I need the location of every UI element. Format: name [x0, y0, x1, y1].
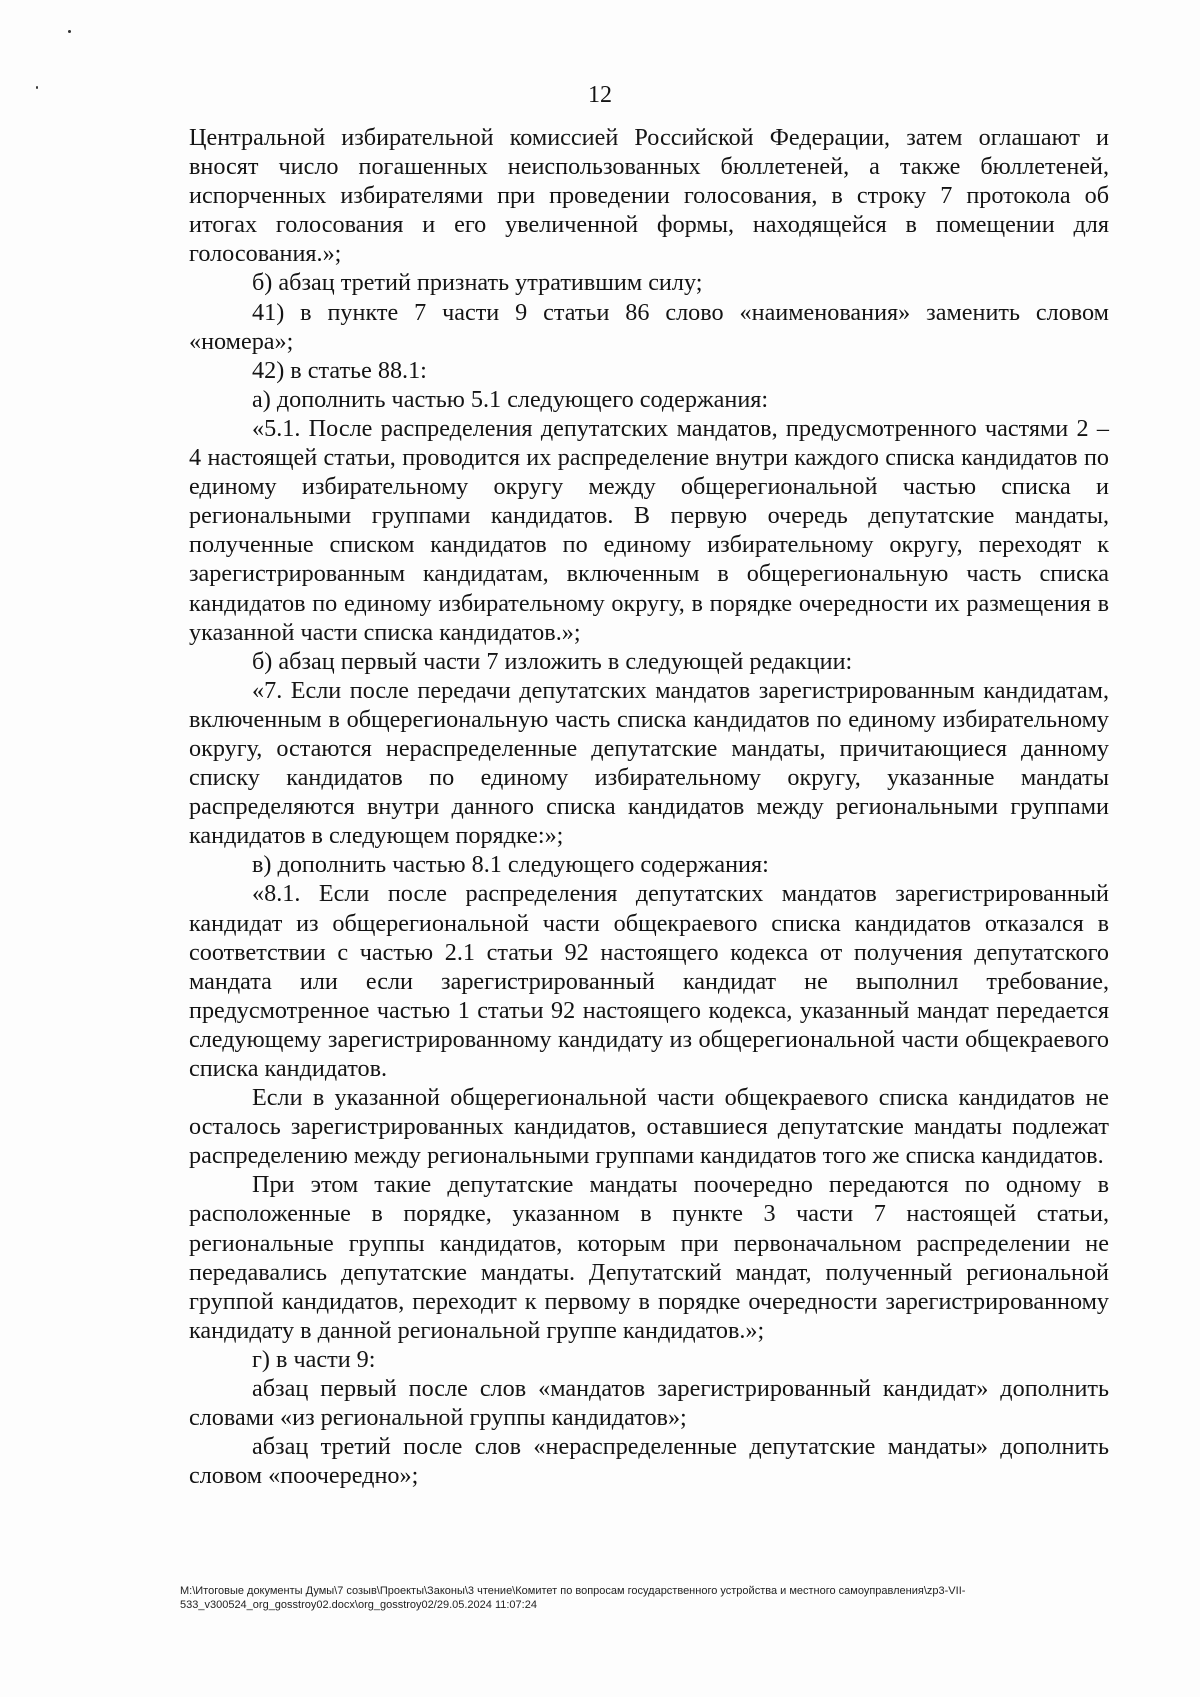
page-number: 12 [588, 82, 612, 108]
paragraph: в) дополнить частью 8.1 следующего содержания: [252, 851, 769, 879]
paragraph: «5.1. После распределения депутатских мандатов, предусмотренного частями 2 – 4 настоящей статьи, проводится их распределение внутри каждого списка кандидатов по единому избирательному округу между общерегиональной частью списка и региональными группами кандидатов. В первую очередь депутатские мандаты, полученные списком кандидатов по единому избирательному округу, переходят к зарегистрированным кандидатам, включенным в общерегиональную часть списка кандидатов по единому избирательному округу, в порядке очередности их размещения в указанной части списка кандидатов.»; [189, 414, 1109, 646]
paragraph: 41) в пункте 7 части 9 статьи 86 слово «наименования» заменить словом «номера»; [189, 298, 1109, 355]
scan-speck [68, 30, 71, 33]
paragraph: 42) в статье 88.1: [252, 356, 427, 384]
paragraph: «8.1. Если после распределения депутатских мандатов зарегистрированный кандидат из общерегиональной части общекраевого списка кандидатов отказался в соответствии с частью 2.1 статьи 92 настоящего кодекса от получения депутатского мандата или если зарегистрированный кандидат не выполнил требование, предусмотренное частью 1 статьи 92 настоящего кодекса, указанный мандат передается следующему зарегистрированному кандидату из общерегиональной части общекраевого списка кандидатов. [189, 880, 1109, 1082]
paragraph: абзац первый после слов «мандатов зарегистрированный кандидат» дополнить словами «из региональной группы кандидатов»; [189, 1375, 1109, 1432]
paragraph: При этом такие депутатские мандаты поочередно передаются по одному в расположенные в порядке, указанном в пункте 3 части 7 настоящей статьи, региональные группы кандидатов, которым при первоначальном распределении не передавались депутатские мандаты. Депутатский мандат, полученный региональной группой кандидатов, переходит к первому в порядке очередности зарегистрированному кандидату в данной региональной группе кандидатов.»; [189, 1171, 1109, 1344]
paragraph: Если в указанной общерегиональной части общекраевого списка кандидатов не осталось зарегистрированных кандидатов, оставшиеся депутатские мандаты подлежат распределению между региональными группами кандидатов того же списка кандидатов. [189, 1084, 1109, 1170]
paragraph: б) абзац первый части 7 изложить в следующей редакции: [252, 647, 853, 675]
paragraph: б) абзац третий признать утратившим силу; [252, 269, 703, 297]
document-body [189, 123, 1109, 1490]
paragraph: г) в части 9: [252, 1345, 376, 1373]
file-path-footer: M:\Итоговые документы Думы\7 созыв\Проекты\Законы\3 чтение\Комитет по вопросам государственного устройства и местного самоуправления\zp3-VII-533_v300524_org_gosstroy02.docx\org_gosstroy02/29.05.2024 11:07:24 [180, 1585, 966, 1611]
paragraph: «7. Если после передачи депутатских мандатов зарегистрированным кандидатам, включенным в общерегиональную часть списка кандидатов по единому избирательному округу, остаются нераспределенные депутатские мандаты, причитающиеся данному списку кандидатов по единому избирательному округу, указанные мандаты распределяются внутри данного списка кандидатов между региональными группами кандидатов в следующем порядке:»; [189, 676, 1109, 850]
paragraph: абзац третий после слов «нераспределенные депутатские мандаты» дополнить словом «поочередно»; [189, 1433, 1109, 1490]
paragraph: Центральной избирательной комиссией Российской Федерации, затем оглашают и вносят число погашенных неиспользованных бюллетеней, а также бюллетеней, испорченных избирателями при проведении голосования, в строку 7 протокола об итогах голосования и его увеличенной формы, находящейся в помещении для голосования.»; [189, 124, 1109, 268]
paragraph: а) дополнить частью 5.1 следующего содержания: [252, 385, 769, 413]
